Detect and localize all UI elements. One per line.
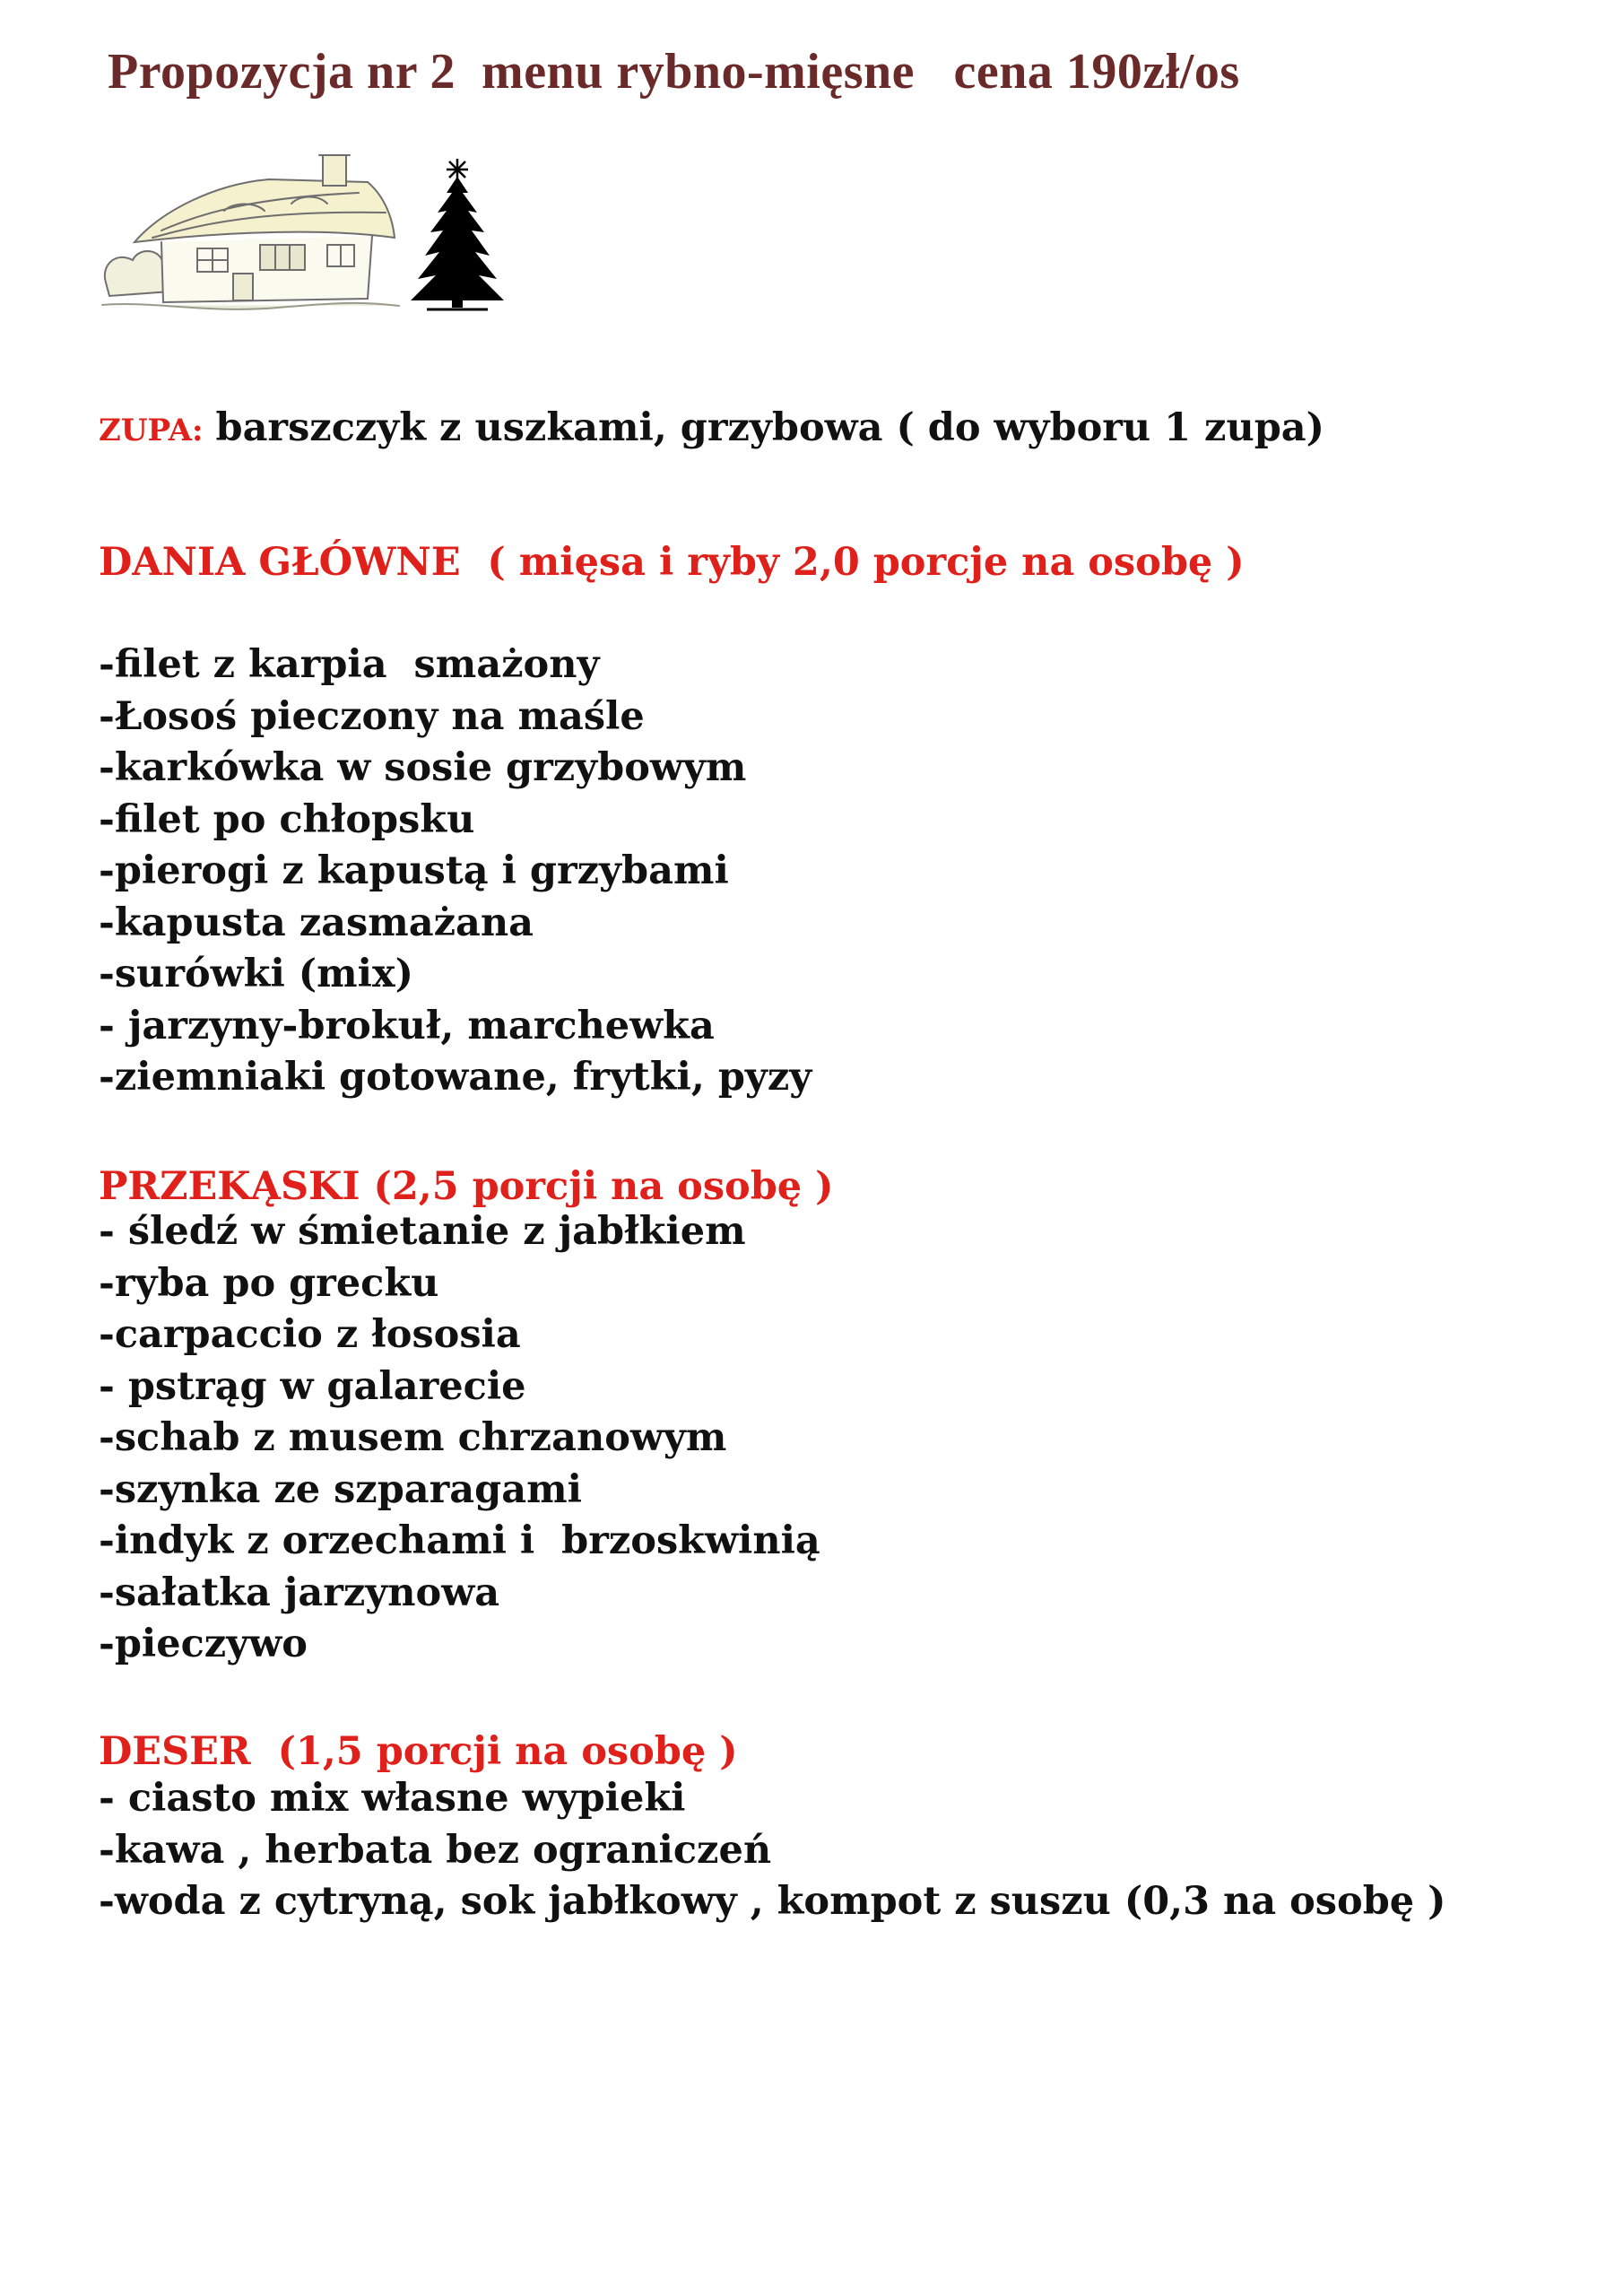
list-item: -Łosoś pieczony na maśle [99,693,645,739]
zupa-line [99,405,1324,450]
przekaski-list [99,1206,820,1671]
zupa-text: barszczyk z uszkami, grzybowa ( do wyboru 1 zupa) [215,405,1325,450]
list-item: - śledź w śmietanie z jabłkiem [99,1209,746,1254]
list-item: -indyk z orzechami i brzoskwinią [99,1518,820,1563]
list-item: -sałatka jarzynowa [99,1570,500,1615]
list-item: - ciasto mix własne wypieki [99,1776,686,1821]
list-item: -ziemniaki gotowane, frytki, pyzy [99,1055,812,1100]
list-item: -filet po chłopsku [99,796,475,842]
list-item: -karkówka w sosie grzybowym [99,745,747,790]
list-item: -woda z cytryną, sok jabłkowy , kompot z suszu (0,3 na osobę ) [99,1879,1446,1924]
list-item: -kapusta zasmażana [99,900,534,945]
list-item: - pstrąg w galarecie [99,1363,526,1409]
list-item: -schab z musem chrzanowym [99,1415,727,1460]
przekaski-heading: PRZEKĄSKI (2,5 porcji na osobę ) [99,1164,834,1209]
deser-list [99,1773,1445,1928]
list-item: -pieczywo [99,1622,308,1666]
list-item: -surówki (mix) [99,952,413,996]
cottage-drawing-icon [99,148,404,318]
dania-glowne-list [99,639,812,1104]
zupa-label: ZUPA: [99,413,204,448]
deser-heading: DESER (1,5 porcji na osobę ) [99,1729,738,1774]
list-item: -pierogi z kapustą i grzybami [99,848,729,893]
dania-glowne-heading: DANIA GŁÓWNE ( mięsa i ryby 2,0 porcje na osobę ) [99,540,1245,585]
list-item: -szynka ze szparagami [99,1466,582,1512]
list-item: - jarzyny-brokuł, marchewka [99,1003,715,1048]
list-item: -kawa , herbata bez ograniczeń [99,1827,772,1873]
header-illustration [99,148,538,318]
list-item: -carpaccio z łososia [99,1312,521,1357]
page-title: Propozycja nr 2 menu rybno-mięsne cena 190zł/os [108,44,1240,100]
list-item: -filet z karpia smażony [99,642,600,687]
list-item: -ryba po grecku [99,1260,439,1306]
christmas-tree-icon [395,157,520,314]
